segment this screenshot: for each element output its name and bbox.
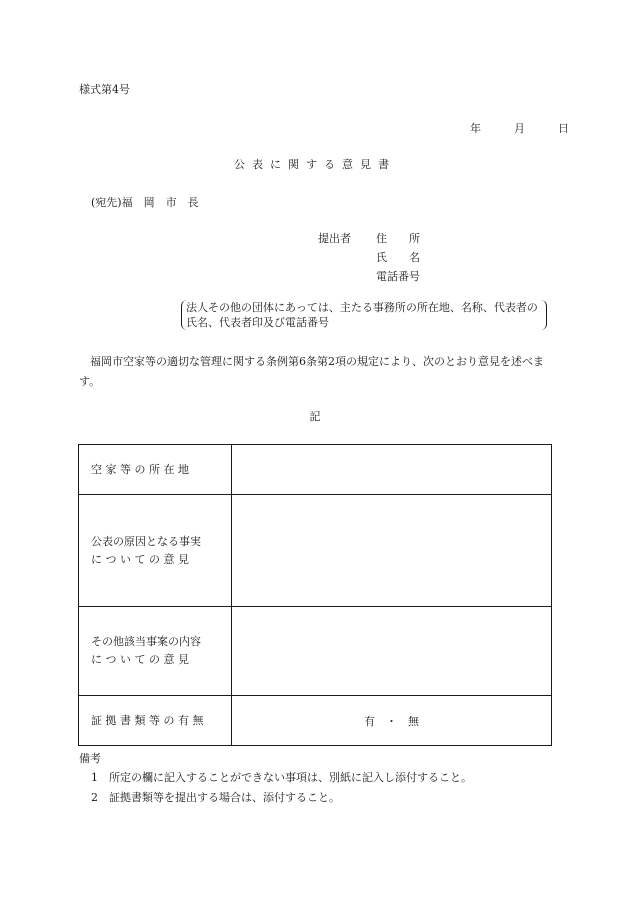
- location-label: 空 家 等 の 所 在 地: [79, 445, 232, 495]
- location-field[interactable]: [232, 445, 552, 495]
- evidence-label: 証 拠 書 類 等 の 有 無: [79, 696, 232, 746]
- ki-heading: 記: [309, 410, 321, 423]
- table-row: [79, 495, 552, 607]
- name-label: 氏 名: [376, 251, 420, 264]
- corporate-note: 法人その他の団体にあっては、主たる事務所の所在地、名称、代表者の氏名、代表者印及び電話番号: [181, 300, 547, 330]
- remark-item-2: 2 証拠書類等を提出する場合は、添付すること。: [91, 791, 340, 804]
- phone-label: 電話番号: [376, 270, 420, 283]
- evidence-choice[interactable]: 有 ・ 無: [232, 696, 552, 746]
- form-number: 様式第4号: [79, 83, 130, 96]
- other-opinion-field[interactable]: [232, 607, 552, 696]
- date-day: 日: [558, 122, 569, 135]
- cause-opinion-field[interactable]: [232, 495, 552, 607]
- document-title: 公表に関する意見書: [234, 158, 396, 171]
- other-opinion-label: その他該当事案の内容 に つ い て の 意 見: [79, 607, 232, 696]
- date-month: 月: [514, 122, 525, 135]
- table-row: [79, 696, 552, 746]
- submitter-label: 提出者: [318, 232, 351, 245]
- table-row: [79, 607, 552, 696]
- date-year: 年: [470, 122, 481, 135]
- remarks-heading: 備考: [79, 752, 101, 765]
- addressee: (宛先)福 岡 市 長: [91, 196, 199, 209]
- table-row: [79, 445, 552, 495]
- date-line: [470, 120, 569, 136]
- body-text: 福岡市空家等の適切な管理に関する条例第6条第2項の規定により、次のとおり意見を述べます。: [79, 355, 544, 388]
- address-label: 住 所: [376, 232, 420, 245]
- remark-item-1: 1 所定の欄に記入することができない事項は、別紙に記入し添付すること。: [91, 771, 472, 784]
- opinion-table: [78, 444, 552, 746]
- cause-opinion-label: 公表の原因となる事実 に つ い て の 意 見: [79, 495, 232, 607]
